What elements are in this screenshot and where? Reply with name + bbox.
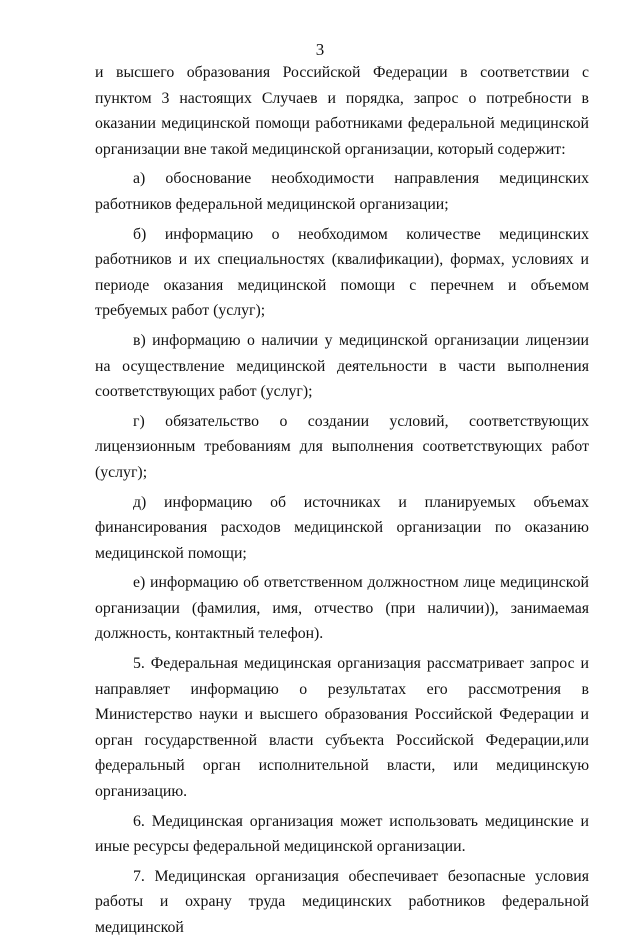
paragraph-item-d: д) информацию об источниках и планируемых объемах финансирования расходов медицинской организации по оказанию медицинской помощи; xyxy=(95,493,589,562)
paragraph-item-e: е) информацию об ответственном должностном лице медицинской организации (фамилия, имя, отчество (при наличии)), занимаемая должность, контактный телефон). xyxy=(95,574,589,643)
paragraph-5: 5. Федеральная медицинская организация рассматривает запрос и направляет информацию о результатах его рассмотрения в Министерство науки и высшего образования Российской Федерации и орган государственной власти субъекта Российской Федерации,или федеральный орган исполнительной власти, или медицинскую организацию. xyxy=(95,655,589,801)
paragraph-continuation: и высшего образования Российской Федерации в соответствии с пунктом 3 настоящих Случаев и порядка, запрос о потребности в оказании медицинской помощи работниками федеральной медицинской организации вне такой медицинской организации, который содержит: xyxy=(95,64,589,158)
paragraph-item-v: в) информацию о наличии у медицинской организации лицензии на осуществление медицинской деятельности в части выполнения соответствующих работ (услуг); xyxy=(95,331,589,401)
page-number: 3 xyxy=(315,40,325,59)
document-body xyxy=(95,60,589,945)
paragraph-7: 7. Медицинская организация обеспечивает безопасные условия работы и охрану труда медицинских работников федеральной медицинской xyxy=(95,867,589,936)
paragraph-item-g: г) обязательство о создании условий, соответствующих лицензионным требованиям для выполнения соответствующих работ (услуг); xyxy=(95,412,589,481)
paragraph-item-b: б) информацию о необходимом количестве медицинских работников и их специальностях (квалификации), формах, условиях и периоде оказания медицинской помощи с перечнем и объемом требуемых работ (услуг); xyxy=(95,225,589,320)
paragraph-6: 6. Медицинская организация может использовать медицинские и иные ресурсы федеральной медицинской организации. xyxy=(95,812,589,856)
paragraph-item-a: а) обоснование необходимости направления медицинских работников федеральной медицинской организации; xyxy=(95,170,589,213)
